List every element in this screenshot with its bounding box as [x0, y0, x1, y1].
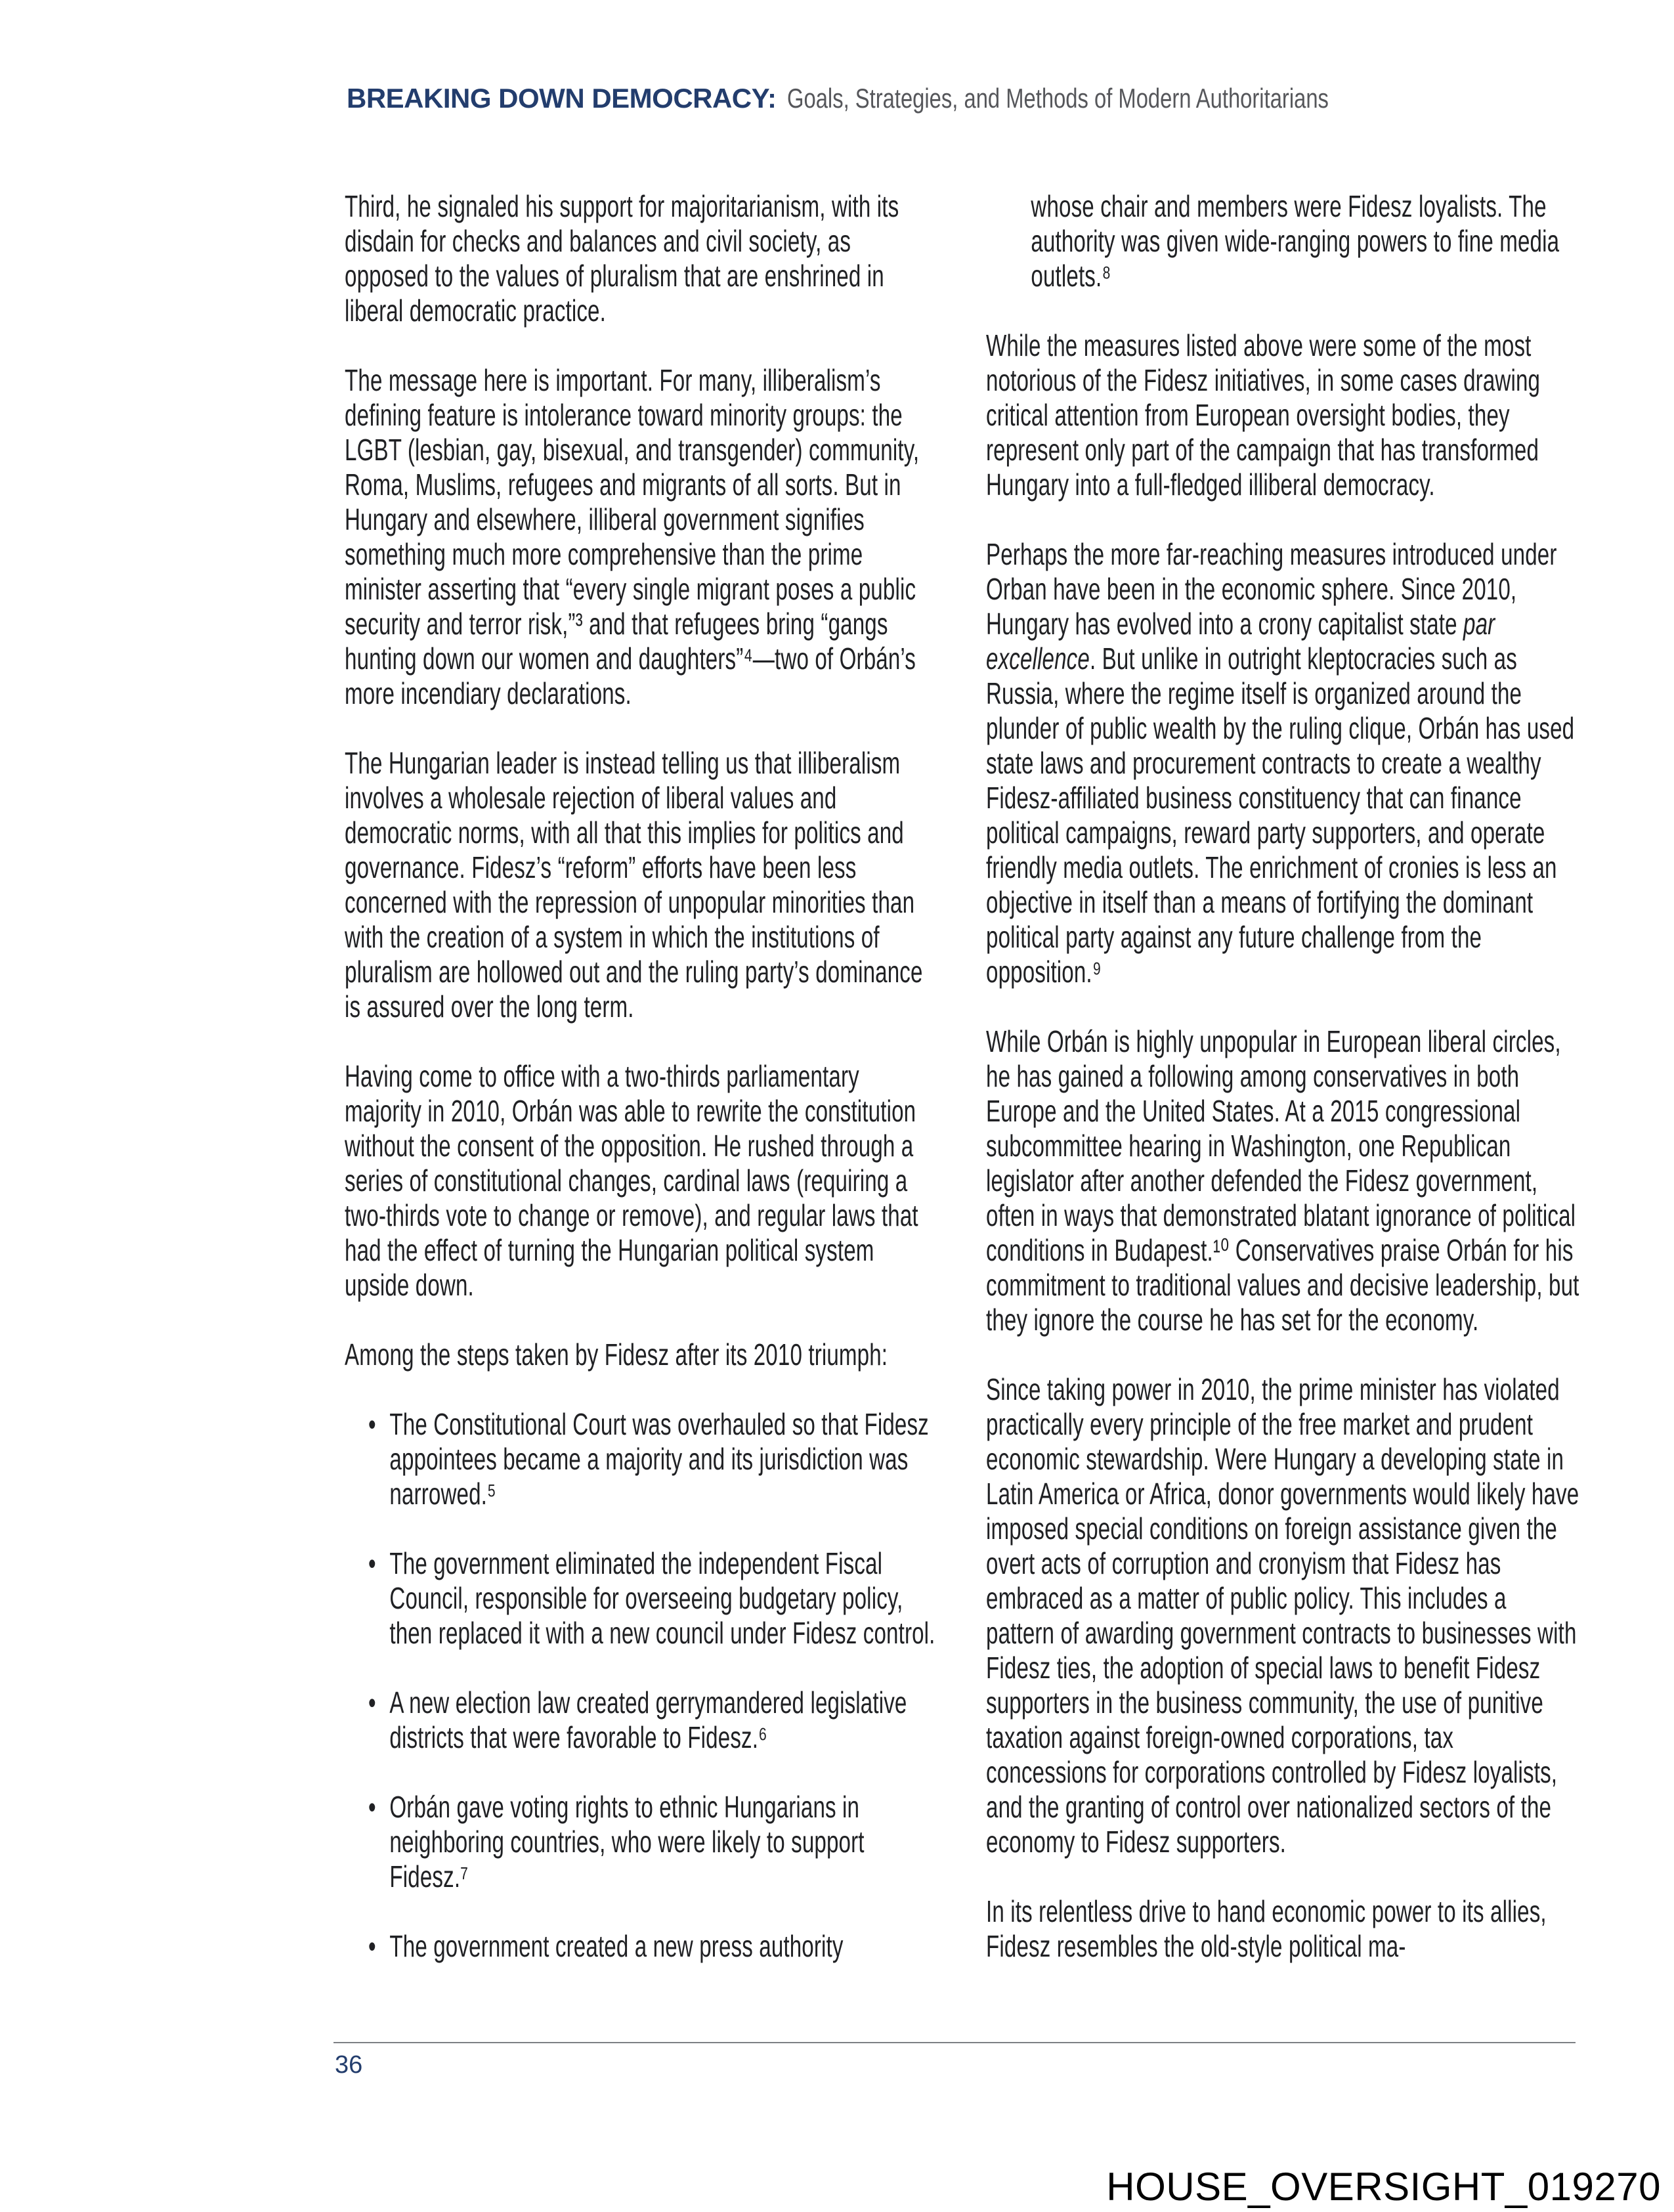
bullet-item-press-authority — [345, 1929, 938, 1964]
paragraph-segment: . But unlike in outright kleptocracies such as Russia, where the regime itself is organized around the plunder of public wealth by the ruling clique, Orbán has used state laws and procurement contracts to create a wealthy Fidesz-affiliated business constituency that can finance political campaigns, reward party supporters, and operate friendly media outlets. The enrichment of cronies is less an objective in itself than a means of fortifying the dominant political party against any future challenge from the opposition.⁹ — [986, 641, 1575, 989]
bullet-marker: • — [368, 1790, 376, 1824]
paragraph-message-important: The message here is important. For many, illiberalism’s defining feature is intolerance toward minority groups: the LGBT (lesbian, gay, bisexual, and transgender) community, Roma, Muslims, refugees and migrants of all sorts. But in Hungary and elsewhere, illiberal government signifies something much more comprehensive than the prime minister asserting that “every single migrant poses a public security and terror risk,”³ and that refugees bring “gangs hunting down our women and daughters”⁴—two of Orbán’s more incendiary declarations. — [345, 363, 920, 710]
paragraph-measures-notorious: While the measures listed above were some of the most notorious of the Fidesz initiatives, in some cases drawing critical attention from European oversight bodies, they represent only part of the campaign that has transformed Hungary into a full-fledged illiberal democracy. — [986, 328, 1541, 502]
paragraph-segment: Perhaps the more far-reaching measures introduced under Orban have been in the economic sphere. Since 2010, Hungary has evolved into a crony capitalist state — [986, 537, 1557, 641]
bullet-marker: • — [368, 1546, 376, 1580]
right-column — [986, 189, 1580, 1999]
bullet-continuation-press-authority: whose chair and members were Fidesz loyalists. The authority was given wide-ranging powers to fine media outlets.⁸ — [1031, 189, 1560, 293]
bullet-text: Orbán gave voting rights to ethnic Hungarians in neighboring countries, who were likely to support Fidesz.⁷ — [389, 1790, 865, 1894]
page-number: 36 — [335, 2051, 363, 2079]
bullet-text: The government created a new press authority — [389, 1929, 844, 1963]
report-subtitle: Goals, Strategies, and Methods of Modern Authoritarians — [786, 83, 1329, 114]
bullet-item-election-law — [345, 1685, 938, 1755]
report-title: BREAKING DOWN DEMOCRACY: — [347, 83, 777, 114]
bullet-item-fiscal-council — [345, 1546, 938, 1651]
running-header — [347, 83, 1481, 114]
footer-divider — [333, 2042, 1576, 2043]
bullet-marker: • — [368, 1685, 376, 1720]
paragraph-two-thirds-majority: Having come to office with a two-thirds parliamentary majority in 2010, Orbán was able to rewrite the constitution without the consent of the opposition. He rushed through a series of constitutional changes, cardinal laws (requiring a two-thirds vote to change or remove), and regular laws that had the effect of turning the Hungarian political system upside down. — [345, 1059, 918, 1302]
paragraph-relentless-drive: In its relentless drive to hand economic power to its allies, Fidesz resembles the old-style political ma- — [986, 1894, 1547, 1963]
bullet-marker: • — [368, 1929, 376, 1963]
bullet-text: The Constitutional Court was overhauled so that Fidesz appointees became a majority and its jurisdiction was narrowed.⁵ — [389, 1407, 929, 1511]
paragraph-majoritarianism: Third, he signaled his support for majoritarianism, with its disdain for checks and balances and civil society, as opposed to the values of pluralism that are enshrined in liberal democratic practice. — [345, 189, 899, 328]
paragraph-conservative-following: While Orbán is highly unpopular in European liberal circles, he has gained a following among conservatives in both Europe and the United States. At a 2015 congressional subcommittee hearing in Washington, one Republican legislator after another defended the Fidesz government, often in ways that demonstrated blatant ignorance of political conditions in Budapest.¹⁰ Conservatives praise Orbán for his commitment to traditional values and decisive leadership, but they ignore the course he has set for the economy. — [986, 1024, 1579, 1337]
paragraph-steps-intro: Among the steps taken by Fidesz after its 2010 triumph: — [345, 1337, 888, 1372]
right-column-text — [986, 189, 1579, 1964]
bates-stamp: HOUSE_OVERSIGHT_019270 — [1106, 2165, 1661, 2209]
paragraph-hungarian-leader: The Hungarian leader is instead telling us that illiberalism involves a wholesale rejection of liberal values and democratic norms, with all that this implies for politics and governance. Fidesz’s “reform” efforts have been less concerned with the repression of unpopular minorities than with the creation of a system in which the institutions of pluralism are hollowed out and the ruling party’s dominance is assured over the long term. — [345, 746, 923, 1024]
left-column — [345, 189, 939, 1999]
bullet-text: A new election law created gerrymandered legislative districts that were favorable to Fidesz.⁶ — [389, 1685, 907, 1754]
paragraph-free-market-violations: Since taking power in 2010, the prime minister has violated practically every principle of the free market and prudent economic stewardship. Were Hungary a developing state in Latin America or Africa, donor governments would likely have imposed special conditions on foreign assistance given the overt acts of corruption and cronyism that Fidesz has embraced as a matter of public policy. This includes a pattern of awarding government contracts to businesses with Fidesz ties, the adoption of special laws to benefit Fidesz supporters in the business community, the use of punitive taxation against foreign-owned corporations, tax concessions for corporations controlled by Fidesz loyalists, and the granting of control over nationalized sectors of the economy to Fidesz supporters. — [986, 1372, 1579, 1859]
left-column-text — [345, 189, 938, 1964]
bullet-item-voting-rights — [345, 1790, 938, 1894]
bullet-text: The government eliminated the independent Fiscal Council, responsible for overseeing budgetary policy, then replaced it with a new council under Fidesz control. — [389, 1546, 935, 1650]
paragraph-economic-sphere — [986, 537, 1579, 989]
paragraph-segment-italic: par excellence — [986, 607, 1495, 676]
bullet-marker: • — [368, 1407, 376, 1441]
bullet-item-constitutional-court — [345, 1407, 938, 1511]
